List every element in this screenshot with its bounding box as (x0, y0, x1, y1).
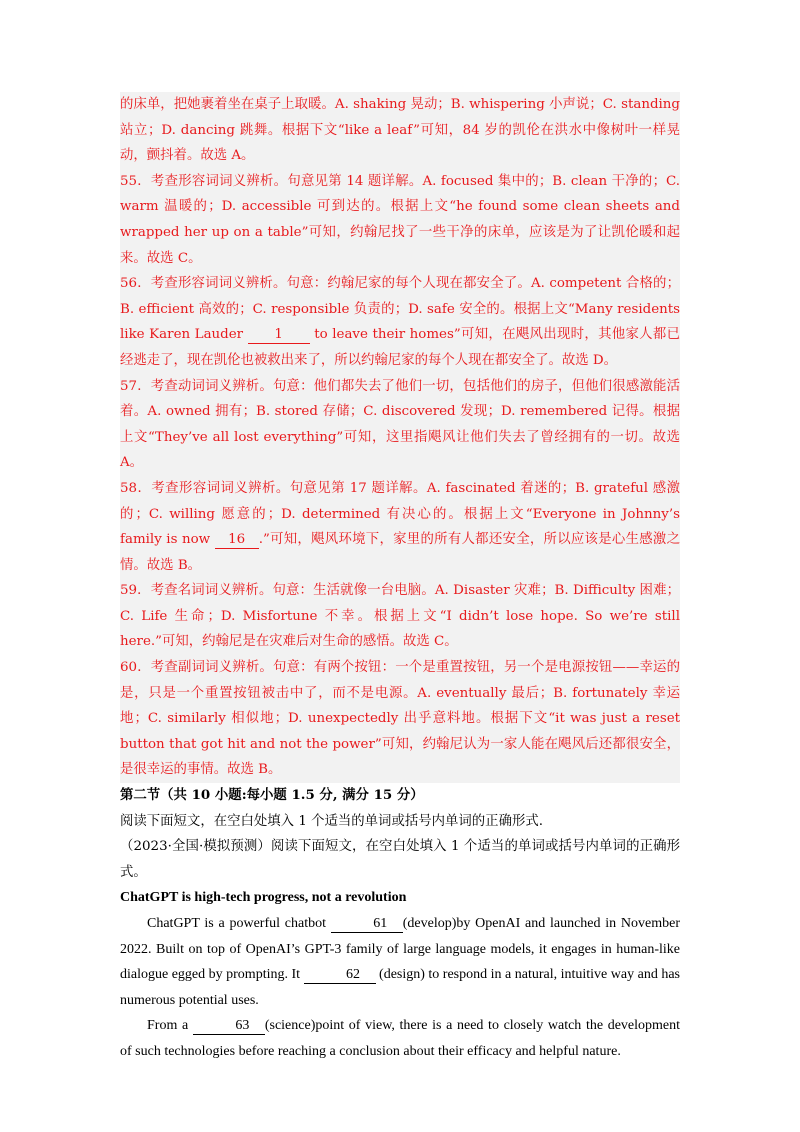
article-title: ChatGPT is high-tech progress, not a revolution (120, 890, 407, 906)
answer-55: 55．考查形容词词义辨析。句意见第 14 题详解。A. focused 集中的；B. clean 干净的；C. warm 温暖的；D. accessible 可到达的。根据上文“he found some clean sheets and wrapped her up on a table”可知，约翰尼找了一些干净的床单，应该是为了让凯伦暖和起来。故选 C。 (120, 173, 680, 266)
answer-59: 59．考查名词词义辨析。句意：生活就像一台电脑。A. Disaster 灾难；B. Difficulty 困难；C. Life 生命；D. Misfortune 不幸。根据上文“I didn’t lose hope. So we’re still here.”可知，约翰尼是在灾难后对生命的感悟。故选 C。 (120, 583, 680, 650)
section-two (120, 783, 680, 1065)
blank-63: 63 (193, 1017, 265, 1035)
answer-54-continued: 的床单，把她裹着坐在桌子上取暖。A. shaking 晃动；B. whispering 小声说；C. standing 站立；D. dancing 跳舞。根据下文“like a leaf”可知，84 岁的凯伦在洪水中像树叶一样晃动，颤抖着。故选 A。 (120, 97, 680, 164)
section-instruction: 阅读下面短文，在空白处填入 1 个适当的单词或括号内单词的正确形式. (120, 813, 544, 829)
blank-1: 1 (248, 326, 310, 344)
article-paragraph-2: From a 63 (science)point of view, there is a need to closely watch the development of such technologies before reaching a conclusion about their efficacy and helpful nature. (120, 1018, 680, 1059)
answer-57: 57．考查动词词义辨析。句意：他们都失去了他们一切，包括他们的房子，但他们很感激能活着。A. owned 拥有；B. stored 存储；C. discovered 发现；D. remembered 记得。根据上文“They’ve all lost everything”可知，这里指飓风让他们失去了曾经拥有的一切。故选 A。 (120, 378, 680, 471)
answer-explanations (120, 92, 680, 783)
page-content (120, 92, 680, 1065)
blank-61: 61 (331, 915, 403, 933)
blank-62: 62 (304, 966, 376, 984)
section-source: （2023·全国·模拟预测）阅读下面短文，在空白处填入 1 个适当的单词或括号内单词的正确形式。 (120, 839, 680, 880)
section-title: 第二节（共 10 小题:每小题 1.5 分, 满分 15 分） (120, 787, 424, 804)
article-paragraph-1: ChatGPT is a powerful chatbot 61 (develop)by OpenAI and launched in November 2022. Built on top of OpenAI’s GPT-3 family of large language models, it engages in human-like dialogue egged by prompting. It 62 (design) to respond in a natural, intuitive way and has numerous potential uses. (120, 916, 680, 1008)
blank-16: 16 (215, 531, 259, 549)
answer-60: 60．考查副词词义辨析。句意：有两个按钮：一个是重置按钮，另一个是电源按钮——幸运的是，只是一个重置按钮被击中了，而不是电源。A. eventually 最后；B. fortunately 幸运地；C. similarly 相似地；D. unexpectedly 出乎意料地。根据下文“it was just a reset button that got hit and not the power”可知，约翰尼认为一家人能在飓风后还都很安全，是很幸运的事情。故选 B。 (120, 660, 680, 778)
answer-56: 56．考查形容词词义辨析。句意：约翰尼家的每个人现在都安全了。A. competent 合格的；B. efficient 高效的；C. responsible 负责的；D. safe 安全的。根据上文“Many residents like Karen Lauder 1 to leave their homes”可知，在飓风出现时，其他家人都已经逃走了，现在凯伦也被救出来了，所以约翰尼家的每个人现在都安全了。故选 D。 (120, 276, 680, 368)
answer-58: 58．考查形容词词义辨析。句意见第 17 题详解。A. fascinated 着迷的；B. grateful 感激的；C. willing 愿意的；D. determined 有决心的。根据上文“Everyone in Johnny’s family is now 16 .”可知，飓风环境下，家里的所有人都还安全，所以应该是心生感激之情。故选 B。 (120, 480, 680, 573)
